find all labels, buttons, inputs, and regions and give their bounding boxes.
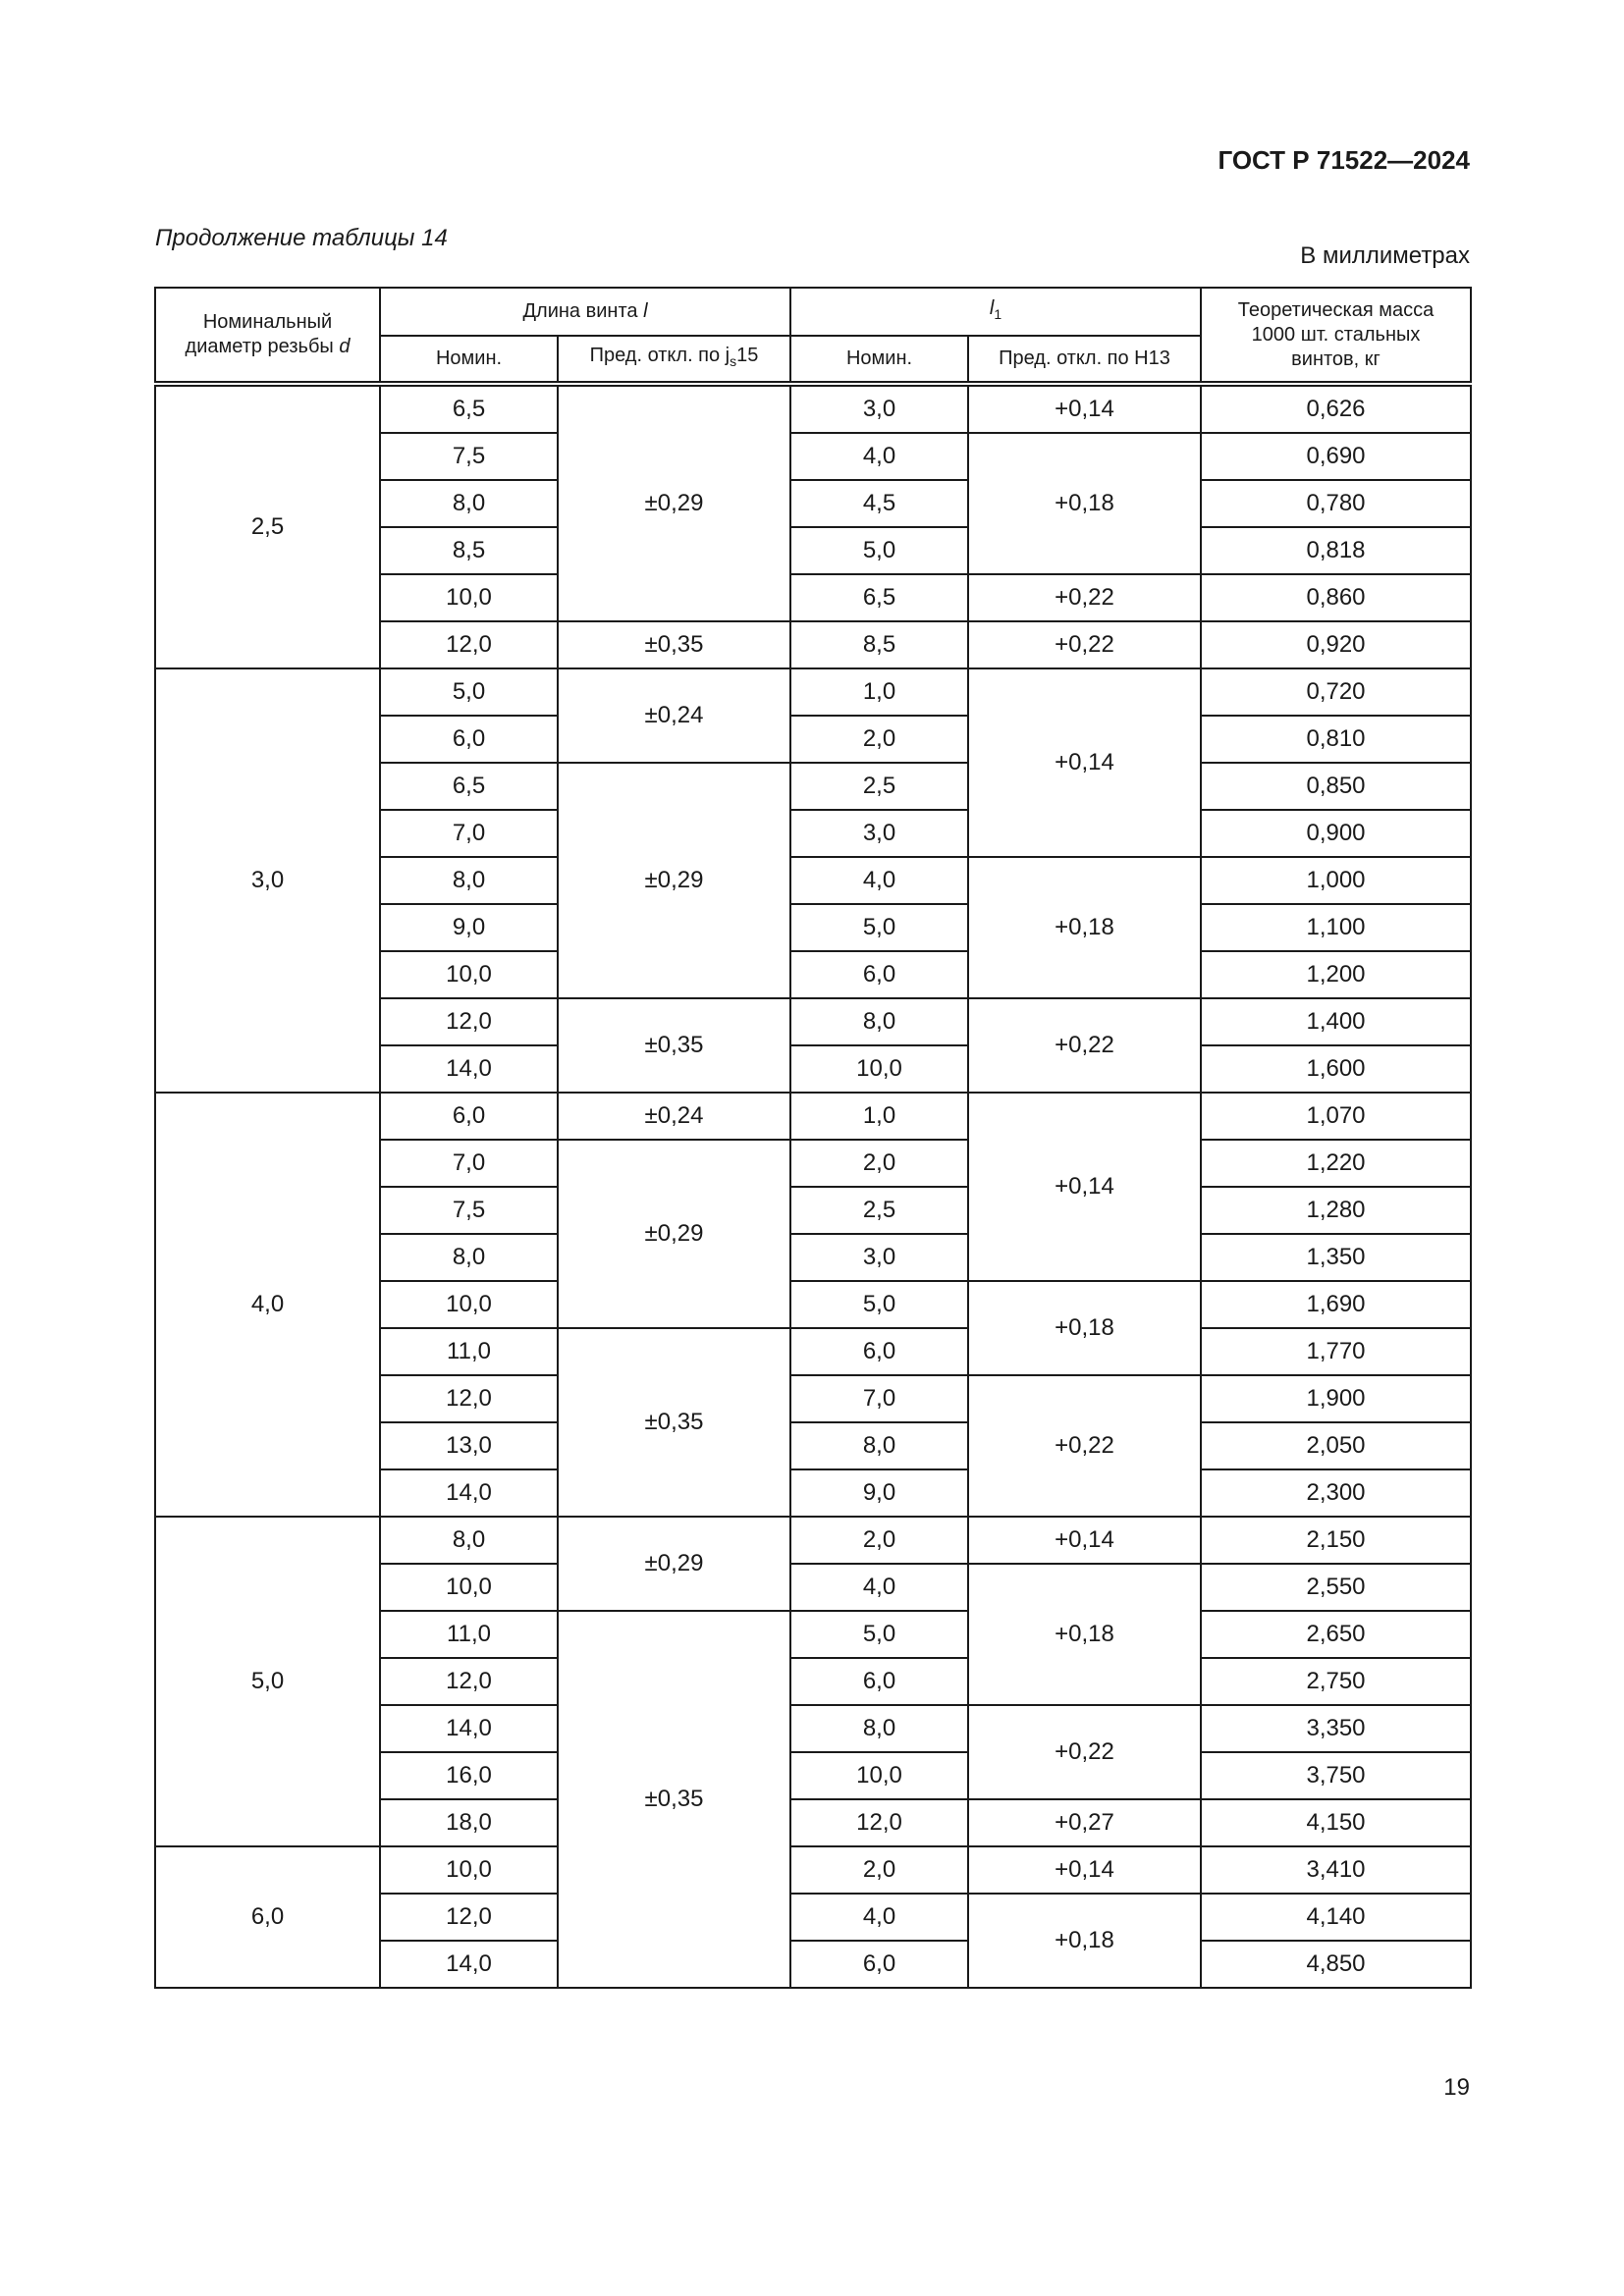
l1-cell: 5,0	[790, 1281, 968, 1328]
l1-cell: 9,0	[790, 1469, 968, 1517]
units-note: В миллиметрах	[1300, 242, 1470, 269]
document-code: ГОСТ Р 71522—2024	[1218, 145, 1470, 175]
l1-tolerance-cell: +0,18	[968, 1564, 1201, 1705]
nominal-diameter-cell: 6,0	[155, 1846, 380, 1988]
length-cell: 8,5	[380, 527, 558, 574]
length-tolerance-cell: ±0,35	[558, 621, 790, 668]
l1-tolerance-cell: +0,22	[968, 1705, 1201, 1799]
l1-cell: 6,0	[790, 1328, 968, 1375]
length-cell: 12,0	[380, 998, 558, 1045]
length-cell: 7,0	[380, 1140, 558, 1187]
l1-cell: 5,0	[790, 904, 968, 951]
length-cell: 11,0	[380, 1611, 558, 1658]
length-cell: 14,0	[380, 1045, 558, 1093]
l1-cell: 4,0	[790, 433, 968, 480]
table-row	[155, 1846, 1471, 1894]
mass-cell: 2,300	[1201, 1469, 1471, 1517]
mass-cell: 1,280	[1201, 1187, 1471, 1234]
length-cell: 10,0	[380, 1564, 558, 1611]
l1-tolerance-cell: +0,18	[968, 433, 1201, 574]
l1-cell: 6,0	[790, 1658, 968, 1705]
mass-cell: 1,690	[1201, 1281, 1471, 1328]
l1-tolerance-cell: +0,18	[968, 1281, 1201, 1375]
length-tolerance-cell: ±0,29	[558, 1140, 790, 1328]
length-tolerance-cell: ±0,29	[558, 763, 790, 998]
length-cell: 8,0	[380, 1234, 558, 1281]
l1-cell: 1,0	[790, 1093, 968, 1140]
l1-cell: 10,0	[790, 1045, 968, 1093]
l1-cell: 5,0	[790, 1611, 968, 1658]
length-cell: 12,0	[380, 1375, 558, 1422]
mass-cell: 0,818	[1201, 527, 1471, 574]
length-tolerance-cell: ±0,35	[558, 998, 790, 1093]
length-cell: 12,0	[380, 1894, 558, 1941]
table-row	[155, 1093, 1471, 1140]
l1-tolerance-cell: +0,14	[968, 384, 1201, 433]
l1-cell: 6,5	[790, 574, 968, 621]
length-cell: 8,0	[380, 857, 558, 904]
l1-tolerance-cell: +0,14	[968, 1517, 1201, 1564]
table-row	[155, 668, 1471, 716]
length-cell: 13,0	[380, 1422, 558, 1469]
l1-tolerance-cell: +0,18	[968, 857, 1201, 998]
mass-cell: 1,200	[1201, 951, 1471, 998]
l1-cell: 2,0	[790, 716, 968, 763]
l1-cell: 12,0	[790, 1799, 968, 1846]
mass-cell: 0,780	[1201, 480, 1471, 527]
length-cell: 11,0	[380, 1328, 558, 1375]
l1-cell: 10,0	[790, 1752, 968, 1799]
mass-cell: 4,150	[1201, 1799, 1471, 1846]
l1-cell: 2,0	[790, 1140, 968, 1187]
length-cell: 12,0	[380, 621, 558, 668]
length-tolerance-cell: ±0,24	[558, 668, 790, 763]
length-cell: 8,0	[380, 1517, 558, 1564]
mass-cell: 1,400	[1201, 998, 1471, 1045]
mass-cell: 0,860	[1201, 574, 1471, 621]
l1-tolerance-cell: +0,14	[968, 668, 1201, 857]
mass-cell: 4,850	[1201, 1941, 1471, 1988]
header-length-nominal: Номин.	[380, 336, 558, 384]
l1-cell: 3,0	[790, 810, 968, 857]
l1-tolerance-cell: +0,22	[968, 998, 1201, 1093]
header-length-deviation: Пред. откл. по $j_s15$	[558, 336, 790, 384]
mass-cell: 2,150	[1201, 1517, 1471, 1564]
l1-cell: 4,5	[790, 480, 968, 527]
length-cell: 9,0	[380, 904, 558, 951]
mass-cell: 3,410	[1201, 1846, 1471, 1894]
l1-cell: 3,0	[790, 384, 968, 433]
nominal-diameter-cell: 4,0	[155, 1093, 380, 1517]
mass-cell: 0,626	[1201, 384, 1471, 433]
l1-tolerance-cell: +0,22	[968, 621, 1201, 668]
l1-tolerance-cell: +0,14	[968, 1093, 1201, 1281]
mass-cell: 0,900	[1201, 810, 1471, 857]
l1-cell: 3,0	[790, 1234, 968, 1281]
mass-cell: 1,100	[1201, 904, 1471, 951]
length-cell: 10,0	[380, 1281, 558, 1328]
length-cell: 7,5	[380, 433, 558, 480]
l1-cell: 6,0	[790, 951, 968, 998]
length-cell: 7,5	[380, 1187, 558, 1234]
mass-cell: 2,750	[1201, 1658, 1471, 1705]
mass-cell: 1,600	[1201, 1045, 1471, 1093]
header-theoretical-mass: Теоретическая масса 1000 шт. стальных винтов, кг	[1201, 288, 1471, 384]
header-l1-nominal: Номин.	[790, 336, 968, 384]
length-cell: 14,0	[380, 1705, 558, 1752]
header-screw-length: Длина винта l	[380, 288, 790, 336]
length-tolerance-cell: ±0,35	[558, 1611, 790, 1988]
length-cell: 14,0	[380, 1941, 558, 1988]
length-cell: 10,0	[380, 1846, 558, 1894]
l1-cell: 6,0	[790, 1941, 968, 1988]
length-cell: 6,0	[380, 716, 558, 763]
mass-cell: 0,850	[1201, 763, 1471, 810]
header-l1-deviation: Пред. откл. по H13	[968, 336, 1201, 384]
l1-tolerance-cell: +0,22	[968, 574, 1201, 621]
l1-cell: 4,0	[790, 1894, 968, 1941]
mass-cell: 0,690	[1201, 433, 1471, 480]
mass-cell: 3,350	[1201, 1705, 1471, 1752]
mass-cell: 3,750	[1201, 1752, 1471, 1799]
l1-cell: 8,0	[790, 1705, 968, 1752]
mass-cell: 4,140	[1201, 1894, 1471, 1941]
mass-cell: 1,070	[1201, 1093, 1471, 1140]
header-l1: $l_1$	[790, 288, 1201, 336]
mass-cell: 0,810	[1201, 716, 1471, 763]
length-cell: 16,0	[380, 1752, 558, 1799]
l1-cell: 2,0	[790, 1846, 968, 1894]
l1-cell: 7,0	[790, 1375, 968, 1422]
screw-dimensions-table	[154, 287, 1472, 1989]
table-caption: Продолжение таблицы 14	[155, 225, 448, 251]
length-tolerance-cell: ±0,35	[558, 1328, 790, 1517]
page-number: 19	[1443, 2074, 1470, 2101]
table-row	[155, 1517, 1471, 1564]
length-cell: 8,0	[380, 480, 558, 527]
length-cell: 14,0	[380, 1469, 558, 1517]
length-cell: 18,0	[380, 1799, 558, 1846]
length-tolerance-cell: ±0,29	[558, 384, 790, 621]
length-cell: 5,0	[380, 668, 558, 716]
length-cell: 6,5	[380, 763, 558, 810]
l1-cell: 5,0	[790, 527, 968, 574]
length-cell: 6,0	[380, 1093, 558, 1140]
l1-tolerance-cell: +0,27	[968, 1799, 1201, 1846]
length-tolerance-cell: ±0,24	[558, 1093, 790, 1140]
l1-cell: 2,5	[790, 763, 968, 810]
nominal-diameter-cell: 2,5	[155, 384, 380, 668]
length-cell: 12,0	[380, 1658, 558, 1705]
length-cell: 10,0	[380, 574, 558, 621]
nominal-diameter-cell: 3,0	[155, 668, 380, 1093]
l1-tolerance-cell: +0,22	[968, 1375, 1201, 1517]
l1-cell: 2,5	[790, 1187, 968, 1234]
mass-cell: 1,000	[1201, 857, 1471, 904]
l1-tolerance-cell: +0,14	[968, 1846, 1201, 1894]
l1-cell: 4,0	[790, 1564, 968, 1611]
l1-cell: 8,0	[790, 1422, 968, 1469]
length-tolerance-cell: ±0,29	[558, 1517, 790, 1611]
l1-cell: 4,0	[790, 857, 968, 904]
l1-cell: 8,0	[790, 998, 968, 1045]
table-row	[155, 384, 1471, 433]
length-cell: 6,5	[380, 384, 558, 433]
mass-cell: 1,350	[1201, 1234, 1471, 1281]
mass-cell: 2,050	[1201, 1422, 1471, 1469]
header-nominal-diameter: Номинальный диаметр резьбы d	[155, 288, 380, 384]
length-cell: 10,0	[380, 951, 558, 998]
length-cell: 7,0	[380, 810, 558, 857]
l1-cell: 2,0	[790, 1517, 968, 1564]
mass-cell: 1,770	[1201, 1328, 1471, 1375]
mass-cell: 1,900	[1201, 1375, 1471, 1422]
l1-tolerance-cell: +0,18	[968, 1894, 1201, 1988]
mass-cell: 0,920	[1201, 621, 1471, 668]
l1-cell: 1,0	[790, 668, 968, 716]
nominal-diameter-cell: 5,0	[155, 1517, 380, 1846]
mass-cell: 1,220	[1201, 1140, 1471, 1187]
mass-cell: 0,720	[1201, 668, 1471, 716]
l1-cell: 8,5	[790, 621, 968, 668]
mass-cell: 2,550	[1201, 1564, 1471, 1611]
mass-cell: 2,650	[1201, 1611, 1471, 1658]
